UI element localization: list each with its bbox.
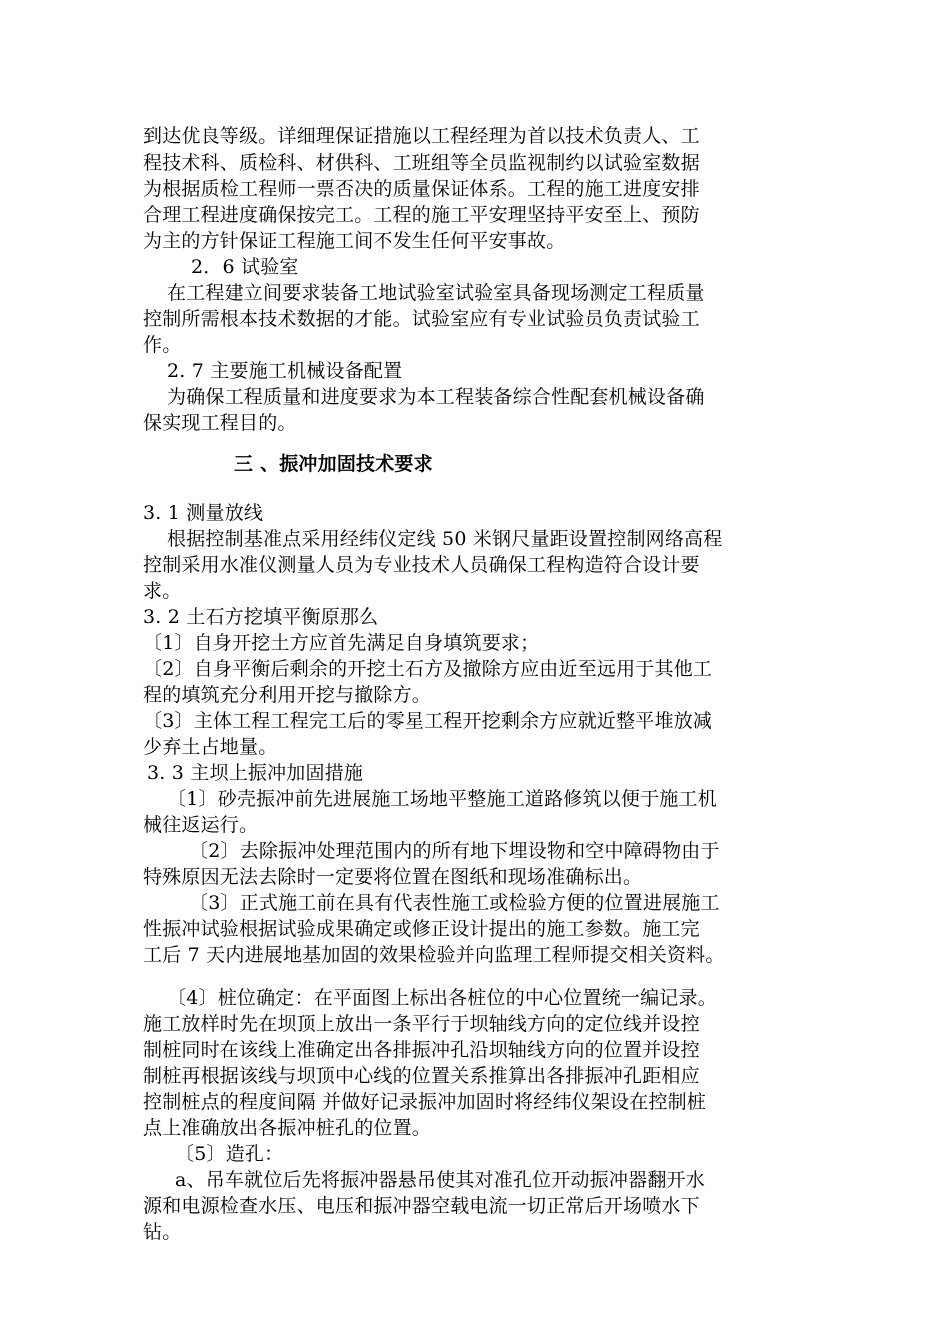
paragraph-line: 为根据质检工程师一票否决的质量保证体系。工程的施工进度安排	[143, 178, 700, 200]
paragraph-line: 制桩再根据该线与坝顶中心线的位置关系推算出各排振冲孔距相应	[143, 1065, 700, 1087]
paragraph-line: 施工放样时先在坝顶上放出一条平行于坝轴线方向的定位线并设控	[143, 1013, 700, 1035]
list-item: 〔2〕自身平衡后剩余的开挖土石方及撤除方应由近至远用于其他工	[143, 658, 713, 680]
section-heading: 3. 2 土石方挖填平衡原那么	[143, 606, 379, 628]
paragraph-line: 性振冲试验根据试验成果确定或修正设计提出的施工参数。施工完	[143, 918, 700, 940]
list-item: a、吊车就位后先将振冲器悬吊使其对准孔位开动振冲器翻开水	[175, 1169, 705, 1191]
section-heading: 2. 7 主要施工机械设备配置	[167, 360, 403, 382]
paragraph-line: 为主的方针保证工程施工间不发生任何平安事故。	[143, 230, 566, 252]
paragraph-line: 少弃土占地量。	[143, 736, 278, 758]
paragraph-line: 根据控制基准点采用经纬仪定线 50 米钢尺量距设置控制网络高程	[167, 528, 723, 550]
paragraph-line: 程的填筑充分利用开挖与撤除方。	[143, 684, 432, 706]
list-item: 〔2〕去除振冲处理范围内的所有地下埋设物和空中障碍物由于	[189, 840, 720, 862]
list-item: 〔1〕自身开挖土方应首先满足自身填筑要求；	[143, 632, 540, 654]
section-heading: 3. 3 主坝上振冲加固措施	[147, 762, 364, 784]
list-item: 〔4〕桩位确定：在平面图上标出各桩位的中心位置统一编记录。	[167, 987, 717, 1009]
paragraph-line: 合理工程进度确保按完工。工程的施工平安理坚持平安至上、预防	[143, 204, 700, 226]
paragraph-line: 控制桩点的程度间隔 并做好记录振冲加固时将经纬仪架设在控制桩	[143, 1091, 707, 1113]
chapter-heading: 三 、振冲加固技术要求	[234, 453, 433, 475]
paragraph-line: 控制所需根本技术数据的才能。试验室应有专业试验员负责试验工	[143, 308, 700, 330]
paragraph-line: 源和电源检查水压、电压和振冲器空载电流一切正常后开场喷水下	[143, 1195, 700, 1217]
paragraph-line: 制桩同时在该线上准确定出各排振冲孔沿坝轴线方向的位置并设控	[143, 1039, 700, 1061]
paragraph-line: 求。	[143, 580, 182, 602]
list-item: 〔1〕砂壳振冲前先进展施工场地平整施工道路修筑以便于施工机	[167, 788, 717, 810]
paragraph-line: 工后 7 天内进展地基加固的效果检验并向监理工程师提交相关资料。	[143, 944, 725, 966]
section-heading: 3. 1 测量放线	[143, 502, 264, 524]
list-item: 〔3〕主体工程工程完工后的零星工程开挖剩余方应就近整平堆放减	[143, 710, 713, 732]
paragraph-line: 控制采用水准仪测量人员为专业技术人员确保工程构造符合设计要	[143, 554, 700, 576]
list-item: 〔3〕正式施工前在具有代表性施工或检验方便的位置进展施工	[189, 892, 720, 914]
paragraph-line: 械往返运行。	[143, 814, 259, 836]
paragraph-line: 程技术科、质检科、材供科、工班组等全员监视制约以试验室数据	[143, 152, 700, 174]
section-heading: 2．6 试验室	[191, 256, 299, 278]
paragraph-line: 点上准确放出各振冲桩孔的位置。	[143, 1117, 432, 1139]
paragraph-line: 到达优良等级。详细理保证措施以工程经理为首以技术负责人、工	[143, 125, 700, 147]
paragraph-line: 作。	[143, 334, 182, 356]
paragraph-line: 特殊原因无法去除时一定要将位置在图纸和现场准确标出。	[143, 866, 643, 888]
paragraph-line: 钻。	[143, 1221, 182, 1243]
list-item: 〔5〕造孔：	[175, 1143, 284, 1165]
paragraph-line: 保实现工程目的。	[143, 412, 297, 434]
paragraph-line: 在工程建立间要求装备工地试验室试验室具备现场测定工程质量	[167, 282, 705, 304]
paragraph-line: 为确保工程质量和进度要求为本工程装备综合性配套机械设备确	[167, 386, 705, 408]
